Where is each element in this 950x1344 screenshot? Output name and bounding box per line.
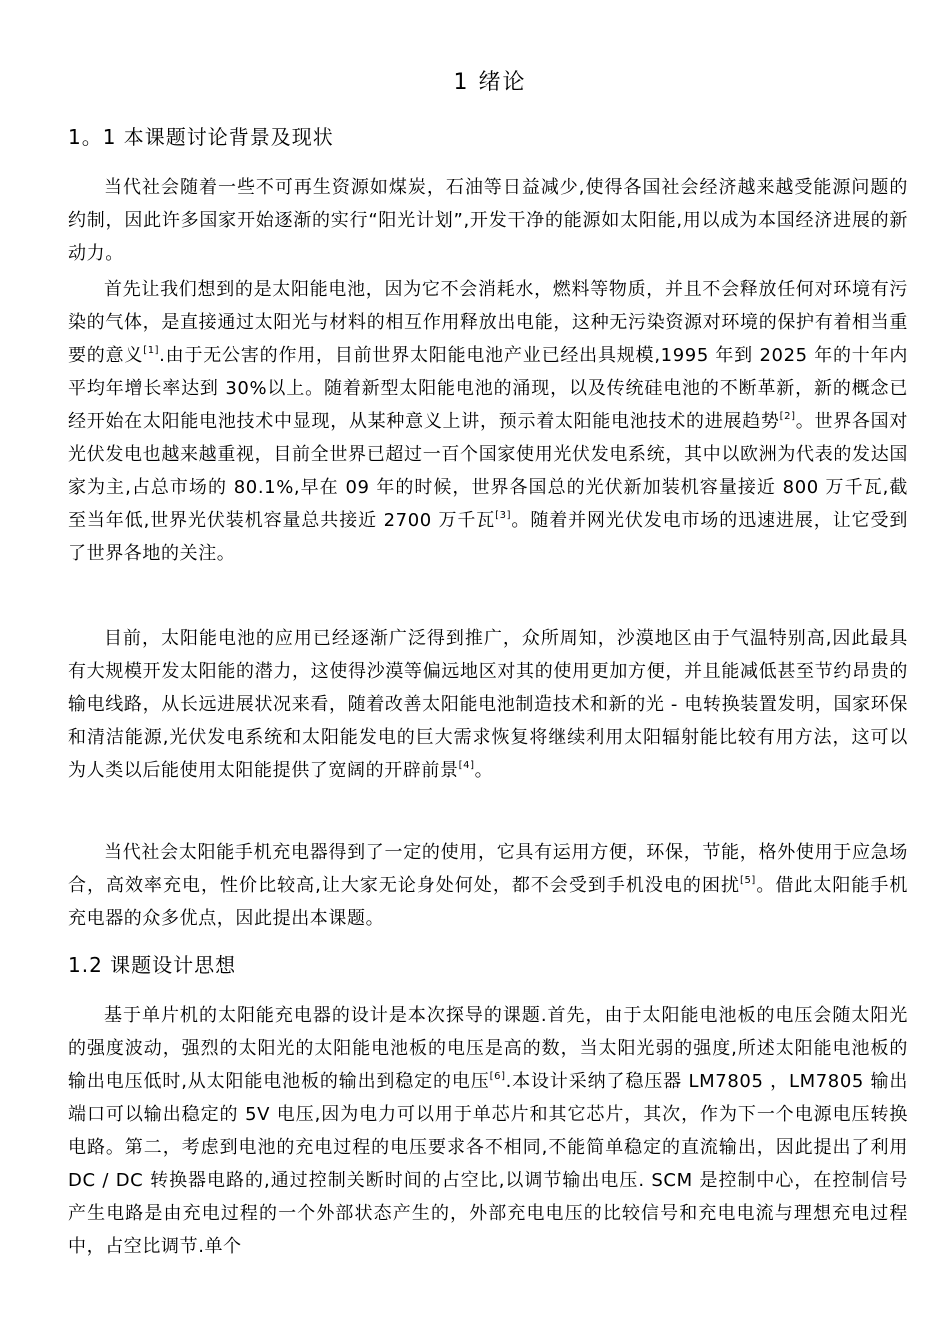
paragraph-text: .本设计采纳了稳压器 LM7805 ，LM7805 输出端口可以输出稳定的 5V 电压,因为电力可以用于单芯片和其它芯片，其次，作为下一个电源电压转换电路。第二，考虑到电池的充电过程的电压要求各不相同,不能简单稳定的直流输出，因此提出了利用 DC / DC 转换器电路的,通过控制关断时间的占空比,以调节输出电压. SCM 是控制中心，在控制信号产生电路是由充电过程的一个外部状态产生的，外部充电电压的比较信号和充电电流与理想充电过程中，占空比调节.单个 [68,1071,908,1257]
citation-marker: [2] [779,411,796,422]
paragraph-text: 目前，太阳能电池的应用已经逐渐广泛得到推广，众所周知，沙漠地区由于气温特别高,因此最具有大规模开发太阳能的潜力，这使得沙漠等偏远地区对其的使用更加方便，并且能减低甚至节约昂贵的输电线路，从长远进展状况来看，随着改善太阳能电池制造技术和新的光 - 电转换装置发明，国家环保和清洁能源,光伏发电系统和太阳能发电的巨大需求恢复将继续利用太阳辐射能比较有用方法，这可以为人类以后能使用太阳能提供了宽阔的开辟前景 [68,628,908,781]
paragraph-text: 。借此太阳能手机充电器的众多优点，因此提出本课题。 [68,875,908,929]
paragraph-text: 基于单片机的太阳能充电器的设计是本次探导的课题.首先，由于太阳能电池板的电压会随太阳光的强度波动，强烈的太阳光的太阳能电池板的电压是高的数，当太阳光弱的强度,所述太阳能电池板的输出电压低时,从太阳能电池板的输出到稳定的电压 [68,1005,908,1092]
paragraph-text: 当代社会太阳能手机充电器得到了一定的使用，它具有运用方便，环保，节能，格外使用于应急场合，高效率充电，性价比较高,让大家无论身处何处，都不会受到手机没电的困扰 [68,842,908,896]
paragraph-text: 。随着并网光伏发电市场的迅速进展，让它受到了世界各地的关注。 [68,510,908,564]
paragraph-text: 。世界各国对光伏发电也越来越重视，目前全世界已超过一百个国家使用光伏发电系统，其中以欧洲为代表的发达国家为主,占总市场的 80.1%,早在 09 年的时候，世界各国总的光伏新加装机容量接近 800 万千瓦,截至当年低,世界光伏装机容量总共接近 2700 万千瓦 [68,411,908,531]
paragraph [68,171,908,270]
paragraph [68,999,908,1263]
paragraph [68,836,908,935]
citation-marker: [4] [458,760,475,771]
citation-marker: [3] [495,510,512,521]
paragraph [68,622,908,787]
citation-marker: [6] [489,1071,506,1082]
chapter-title: 1 绪论 [453,70,527,95]
paragraph [68,273,908,570]
paragraph-text: 。 [474,760,494,781]
citation-marker: [1] [143,345,160,356]
section-heading-1-1: 1。1 本课题讨论背景及现状 [68,125,334,149]
paragraph-text: .由于无公害的作用，目前世界太阳能电池产业已经出具规模,1995 年到 2025 年的十年内平均年增长率达到 30%以上。随着新型太阳能电池的涌现，以及传统硅电池的不断革新，新的概念已经开始在太阳能电池技术中显现，从某种意义上讲，预示着太阳能电池技术的进展趋势 [68,345,908,432]
paragraph-text: 首先让我们想到的是太阳能电池，因为它不会消耗水，燃料等物质，并且不会释放任何对环境有污染的气体，是直接通过太阳光与材料的相互作用释放出电能，这种无污染资源对环境的保护有着相当重要的意义 [68,279,908,366]
section-heading-1-2: 1.2 课题设计思想 [68,953,237,977]
citation-marker: [5] [739,875,756,886]
paragraph-text: 当代社会随着一些不可再生资源如煤炭，石油等日益减少,使得各国社会经济越来越受能源问题的约制，因此许多国家开始逐渐的实行“阳光计划”,开发干净的能源如太阳能,用以成为本国经济进展的新动力。 [68,177,908,264]
